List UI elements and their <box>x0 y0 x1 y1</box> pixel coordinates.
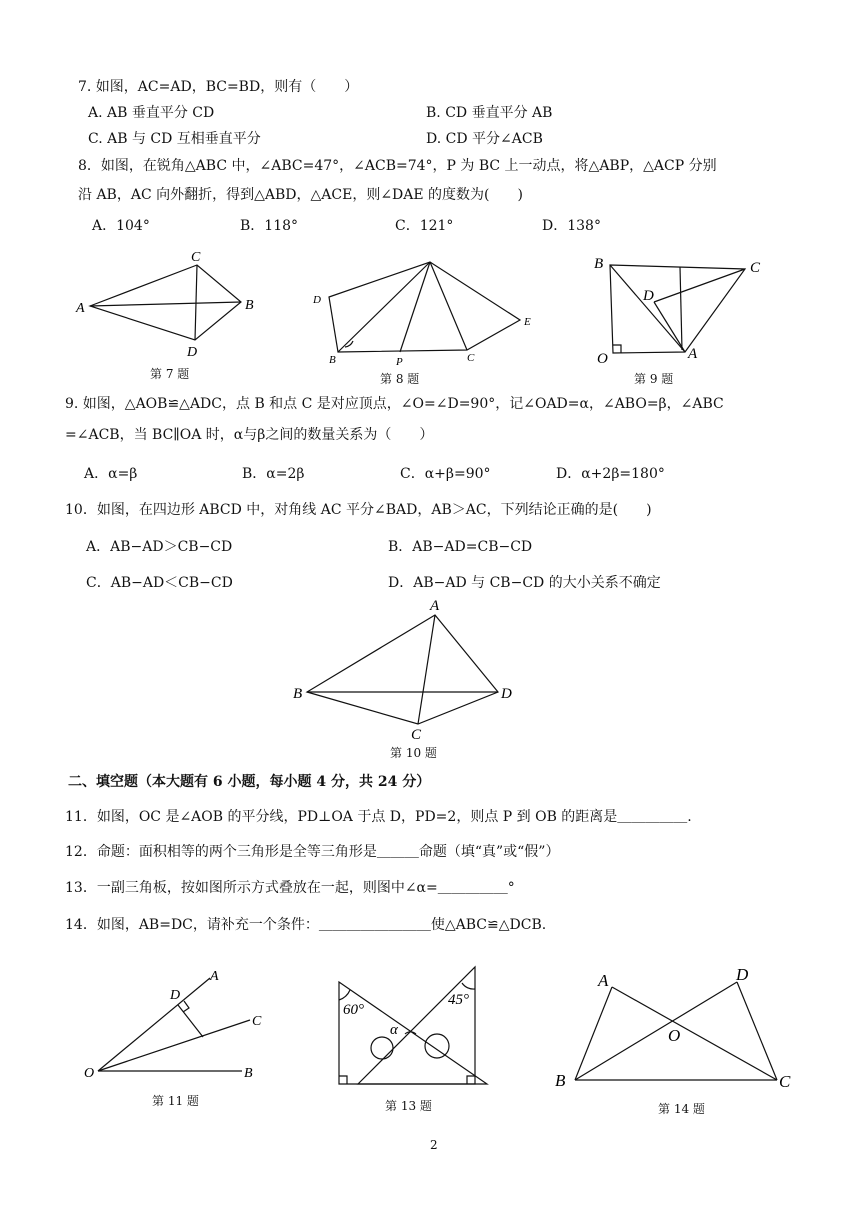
figure-10 <box>290 595 530 745</box>
fig9-label-o: O <box>597 351 608 367</box>
figure-8 <box>305 255 545 370</box>
fig8-label-d: D <box>313 294 321 306</box>
q7-option-a: A. AB 垂直平分 CD <box>88 105 215 121</box>
fig11-label-a: A <box>210 969 219 984</box>
fig7-label-d: D <box>187 345 198 360</box>
fig11-caption: 第 11 题 <box>152 1094 199 1108</box>
q9-stem-line2: =∠ACB，当 BC∥OA 时，α与β之间的数量关系为（ ） <box>65 427 434 443</box>
fig9-label-a: A <box>688 346 698 362</box>
section-2-heading: 二、填空题（本大题有 6 小题，每小题 4 分，共 24 分） <box>68 774 431 790</box>
fig10-label-d: D <box>501 686 512 702</box>
fig10-label-a: A <box>430 598 440 614</box>
q7-option-b: B. CD 垂直平分 AB <box>426 105 553 121</box>
fig14-label-o: O <box>668 1026 681 1045</box>
figure-13 <box>330 962 525 1092</box>
q11-text: 11．如图，OC 是∠AOB 的平分线，PD⊥OA 于点 D，PD=2，则点 P 到 OB 的距离是＿＿＿＿＿. <box>65 809 692 825</box>
figure-9 <box>590 250 775 375</box>
fig13-label-45: 45° <box>448 992 469 1008</box>
q10-option-b: B．AB−AD=CB−CD <box>388 539 533 555</box>
fig9-label-b: B <box>594 256 604 272</box>
fig8-caption: 第 8 题 <box>380 372 420 386</box>
fig9-caption: 第 9 题 <box>634 372 674 386</box>
fig13-caption: 第 13 题 <box>385 1099 432 1113</box>
fig11-label-c: C <box>252 1014 262 1029</box>
fig10-label-b: B <box>293 686 303 702</box>
fig14-caption: 第 14 题 <box>658 1102 705 1116</box>
fig14-label-a: A <box>598 971 609 990</box>
fig8-label-p: P <box>396 356 403 368</box>
fig8-label-b: B <box>329 354 336 366</box>
q7-stem: 7. 如图，AC=AD，BC=BD，则有（ ） <box>78 79 359 95</box>
q9-stem-line1: 9. 如图，△AOB≌△ADC，点 B 和点 C 是对应顶点，∠O=∠D=90°，记∠OAD=α，∠ABO=β，∠ABC <box>65 396 724 412</box>
page-number: 2 <box>430 1138 438 1152</box>
figure-14 <box>550 962 800 1092</box>
fig14-label-c: C <box>779 1072 791 1091</box>
q9-option-d: D．α+2β=180° <box>556 466 665 482</box>
fig13-label-alpha: α <box>390 1022 398 1038</box>
fig9-label-c: C <box>750 260 761 276</box>
fig11-label-o: O <box>84 1066 95 1081</box>
fig7-label-c: C <box>191 250 201 265</box>
fig13-label-60: 60° <box>343 1002 364 1018</box>
fig11-label-d: D <box>170 988 181 1003</box>
q14-text: 14．如图，AB=DC，请补充一个条件：＿＿＿＿＿＿＿＿使△ABC≌△DCB. <box>65 917 547 933</box>
q9-option-a: A．α=β <box>84 466 138 482</box>
q8-stem-line1: 8．如图，在锐角△ABC 中，∠ABC=47°，∠ACB=74°，P 为 BC 上一动点，将△ABP，△ACP 分别 <box>78 158 717 174</box>
fig9-label-d: D <box>643 288 654 304</box>
q7-option-c: C. AB 与 CD 互相垂直平分 <box>88 131 261 147</box>
figure-11 <box>80 965 270 1085</box>
q8-option-c: C．121° <box>395 218 454 234</box>
fig11-label-b: B <box>244 1066 253 1081</box>
fig7-caption: 第 7 题 <box>150 367 190 381</box>
fig14-label-b: B <box>555 1071 566 1090</box>
q9-option-c: C．α+β=90° <box>400 466 491 482</box>
q8-option-d: D．138° <box>542 218 601 234</box>
fig7-label-b: B <box>245 298 254 313</box>
fig8-label-c: C <box>467 352 475 364</box>
q7-option-d: D. CD 平分∠ACB <box>426 131 543 147</box>
q13-text: 13．一副三角板，按如图所示方式叠放在一起，则图中∠α=＿＿＿＿＿° <box>65 880 515 896</box>
q10-option-d: D．AB−AD 与 CB−CD 的大小关系不确定 <box>388 575 661 591</box>
q10-option-c: C．AB−AD＜CB−CD <box>86 575 233 591</box>
q8-option-b: B．118° <box>240 218 299 234</box>
fig10-label-c: C <box>411 727 422 743</box>
fig7-label-a: A <box>76 301 85 316</box>
q8-option-a: A．104° <box>92 218 150 234</box>
fig14-label-d: D <box>736 965 749 984</box>
fig10-caption: 第 10 题 <box>390 746 437 760</box>
q10-stem: 10．如图，在四边形 ABCD 中，对角线 AC 平分∠BAD，AB＞AC，下列结论正确的是( ) <box>65 502 652 518</box>
q9-option-b: B．α=2β <box>242 466 305 482</box>
fig8-label-e: E <box>524 316 531 328</box>
q8-stem-line2: 沿 AB，AC 向外翻折，得到△ABD，△ACE，则∠DAE 的度数为( ) <box>78 187 523 203</box>
q10-option-a: A．AB−AD＞CB−CD <box>86 539 233 555</box>
figure-7 <box>70 245 270 365</box>
q12-text: 12．命题：面积相等的两个三角形是全等三角形是＿＿＿命题（填“真”或“假”） <box>65 844 560 860</box>
